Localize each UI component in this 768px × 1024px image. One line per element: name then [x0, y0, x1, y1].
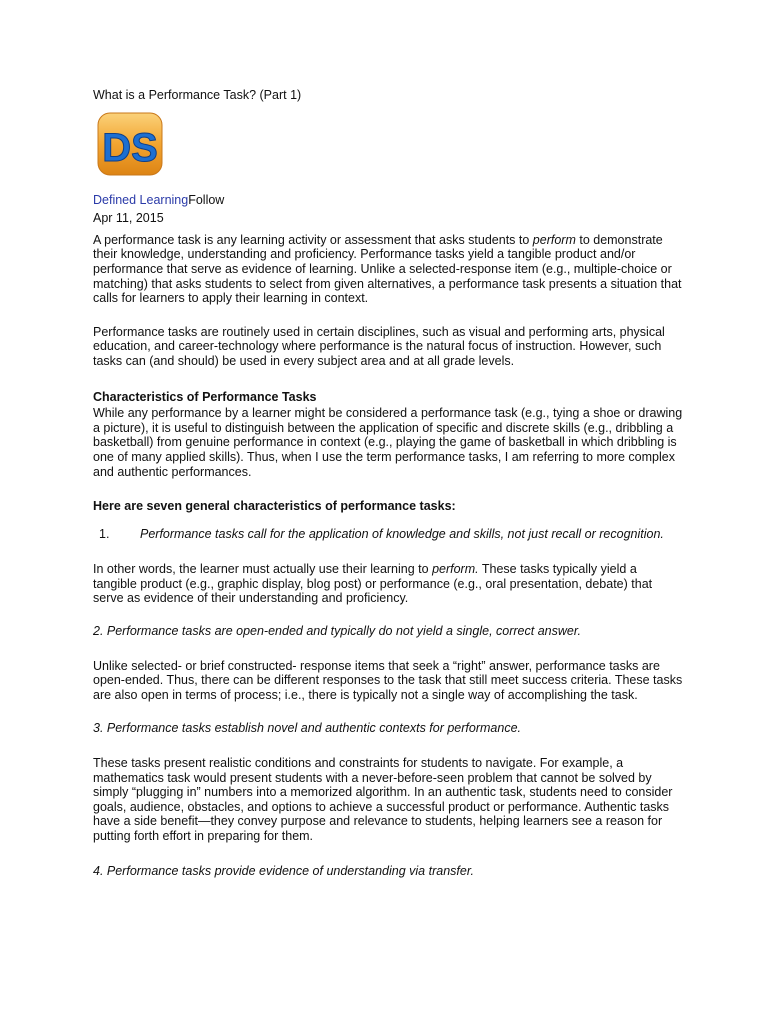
characteristic-3: 3. Performance tasks establish novel and authentic contexts for performance. — [93, 721, 522, 736]
logo-text: DS — [102, 125, 158, 170]
section-heading-seven: Here are seven general characteristics of performance tasks: — [93, 499, 456, 514]
publish-date: Apr 11, 2015 — [93, 211, 164, 226]
characteristic-2: 2. Performance tasks are open-ended and typically do not yield a single, correct answer. — [93, 624, 581, 639]
follow-button[interactable]: Follow — [188, 192, 225, 207]
paragraph-perform: In other words, the learner must actually use their learning to perform. These tasks typically yield a tangible product (e.g., graphic display, blog post) or performance (e.g., oral presentation, debate) that serve as evidence of their understanding and proficiency. — [93, 562, 653, 606]
section-heading-characteristics: Characteristics of Performance Tasks — [93, 389, 317, 404]
document-page — [93, 88, 683, 878]
document-title: What is a Performance Task? (Part 1) — [93, 88, 302, 102]
paragraph-open-ended: Unlike selected- or brief constructed- response items that seek a “right” answer, performance tasks are open-ended. Thus, there can be different responses to the task that still meet success criteria. These tasks are also open in terms of process; i.e., there is typically not a single way of accomplishing the task. — [93, 658, 683, 702]
paragraph-distinction: While any performance by a learner might be considered a performance task (e.g., tying a shoe or drawing a picture), it is useful to distinguish between the application of specific and discrete skills (e.g., dribbling a basketball) from genuine performance in context (e.g., playing the game of basketball in which dribbling is one of many applied skills). Thus, when I use the term performance tasks, I am referring to more complex and authentic performances. — [93, 406, 683, 479]
list-number: 1. — [99, 526, 110, 541]
author-row — [93, 193, 683, 208]
defined-learning-logo — [94, 109, 166, 179]
paragraph-authentic: These tasks present realistic conditions and constraints for students to navigate. For example, a mathematics task would present students with a never-before-seen problem that cannot be solved by simply “plugging in” numbers into a memorized algorithm. In an authentic task, students need to consider goals, audience, obstacles, and options to achieve a successful product or performance. Authentic tasks have a side benefit—they convey purpose and relevance to students, helping learners see a reason for putting forth effort in preparing for them. — [93, 756, 673, 843]
paragraph-disciplines: Performance tasks are routinely used in certain disciplines, such as visual and performing arts, physical education, and career-technology where performance is the natural focus of instruction. However, such tasks can (and should) be used in every subject area and at all grade levels. — [93, 324, 665, 368]
paragraph-intro: A performance task is any learning activity or assessment that asks students to perform to demonstrate their knowledge, understanding and proficiency. Performance tasks yield a tangible product and/or performance that serve as evidence of learning. Unlike a selected-response item (e.g., multiple-choice or matching) that asks students to select from given alternatives, a performance task presents a situation that calls for learners to apply their learning in context. — [93, 232, 682, 306]
list-item-1 — [93, 527, 683, 542]
list-text: Performance tasks call for the application of knowledge and skills, not just recall or recognition. — [140, 526, 664, 541]
author-link[interactable]: Defined Learning — [93, 192, 189, 207]
characteristic-4: 4. Performance tasks provide evidence of understanding via transfer. — [93, 863, 474, 878]
